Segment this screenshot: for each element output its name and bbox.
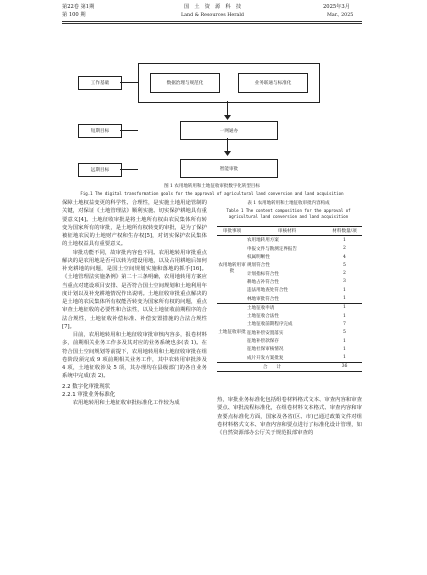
table-cell: 林地审批符合性 — [247, 294, 327, 303]
table-cell: 土地征收前期程序完成 — [247, 322, 293, 328]
table-cell: 耕地占补符合性 — [247, 279, 279, 285]
label-short-term-goal: 短期目标 — [78, 124, 122, 138]
connector-2 — [120, 130, 138, 131]
arrow-2-head — [224, 151, 231, 156]
table-title-cn: 表 1 农用地转用和土地征收审批内容构成 — [247, 201, 330, 206]
table-cell: 农用地转用方案 — [247, 238, 279, 244]
table-cell: 1 — [343, 237, 346, 243]
table-cell: 5 — [343, 330, 346, 336]
journal-title-cn: 国 土 资 源 科 技 — [183, 4, 242, 10]
total-label: 合 计 — [262, 364, 282, 370]
table-header-row — [217, 227, 362, 236]
table-cell: 征地社保审核情况 — [247, 347, 284, 353]
table-cell: 1 — [343, 287, 346, 293]
table-cell: 7 — [343, 321, 346, 327]
paragraph-1: 保障土地权益变更的科学性、合理性，是实施土地用途管制的关键，对保证《土地管理法》顺利实施、切实保护耕地具有重要意义[4]。土地征收审批是将土地所有权由农民集体所有转变为国家所有的审批，是土地所有权转变的审批，是为了保护被征地农民的土地财产权和生存权[5]，对切实保护农民集体的土地权益具有重要意义。 — [62, 200, 207, 248]
table-cell: 土地征收合法性 — [247, 314, 279, 320]
arrow-1-head — [224, 115, 231, 120]
subsection-heading: 2.2.1 审批业务标准化 — [62, 391, 116, 398]
table-title-en: Table 1 The content composition for the approval of agricultural land conversion and land acquisition — [226, 208, 351, 219]
header-rule-2 — [62, 23, 362, 24]
label-long-term-goal: 远期目标 — [78, 163, 122, 177]
journal-issue: 第 100 期 — [62, 12, 86, 18]
table-cell: 2 — [343, 246, 346, 252]
table-cell: 1 — [343, 313, 346, 319]
table-cell: 3 — [343, 279, 346, 285]
left-column — [62, 199, 207, 407]
table-row — [217, 303, 362, 312]
data-table — [217, 226, 362, 372]
journal-date-cn: 2025年3月 — [323, 4, 350, 10]
table-cell: 规划符合性 — [247, 263, 270, 269]
right-column-text — [217, 396, 362, 437]
table-cell: 权属明晰性 — [247, 255, 270, 261]
table-cell: 1 — [327, 353, 362, 362]
table-cell: 1 — [327, 294, 362, 303]
figure-caption-en: Fig.1 The digital transformation goals for the approval of agricultural land conversion and land acquisition — [80, 191, 344, 196]
table-row — [217, 236, 362, 245]
box-business-connectivity: 业务联通与标准化 — [238, 73, 308, 93]
table-cell: 成片开发方案批复 — [247, 353, 327, 362]
table-total-row — [217, 362, 362, 371]
header-material: 审核材料 — [247, 227, 327, 236]
table-cell: 土地征收申请 — [247, 305, 275, 311]
journal-volume: 第22卷 第1期 — [62, 4, 95, 10]
table-cell: 1 — [343, 305, 346, 311]
figure-1 — [62, 29, 362, 207]
table-cell: 计划指标符合性 — [247, 271, 279, 277]
connector-3 — [120, 169, 138, 170]
paragraph-2: 审批功能不同，故审批内容也不同。农用地转用审批重点解决的是农用地是否可以转为建设用地，以及占用耕地后如何补充耕地的问题，是国土空间规划实施和落地的抓手[16]。《土地管理法实施条例》第二十三条明确，农用地转用方案应当重点对建设项目安排、是否符合国土空间规划和土地利用年度计划以及补充耕地情况作出说明。土地征收审批重点解决的是土地的农民集体所有权能否转变为国家所有权的问题，重点审查土地征收的必要性和合法性，以及土地征收前期程序的合法合规性，土地征收补偿标准、补偿安置措施的合法合规性[7]。 — [62, 249, 207, 330]
group-label: 农用地转用审批 — [217, 236, 247, 303]
connector-1 — [120, 82, 138, 83]
table-cell: 1 — [343, 346, 346, 352]
table-cell: 1 — [343, 338, 346, 344]
header-item: 审批事项 — [217, 227, 247, 236]
journal-date-en: Mar., 2025 — [327, 13, 354, 18]
table-cell: 征地补偿安置落实 — [247, 330, 284, 336]
table-cell: 申报文件与勘测定界报告 — [247, 246, 298, 252]
table-cell: 4 — [343, 254, 346, 260]
paragraph-5: 热，审批业务标准化包括组卷材料格式文本、审查内容和审查要点、审批流程标准化，在组卷材料文本格式、审查内容和审查要点标准化方面，国家及各省(区、市)已通过政策文件对组卷材料格式文本、审查内容和要点进行了标准化设计管理，如《自然资源部办公厅关于规范报部审查的 — [217, 397, 362, 436]
group-label: 土地征收审批 — [217, 303, 247, 362]
section-heading: 2.2 数字化审批现状 — [62, 383, 111, 390]
table-cell: 违法用地查处符合性 — [247, 288, 288, 294]
total-value: 36 — [341, 364, 348, 370]
figure-caption-cn: 图 1 农用地转用和土地征收审批数字化转型目标 — [164, 184, 260, 189]
paragraph-4: 农用地转用和土地征收审批标准化工作较为成 — [72, 399, 180, 406]
box-one-network: 一网通办 — [180, 121, 278, 140]
table-cell: 5 — [343, 262, 346, 268]
table-cell: 2 — [343, 271, 346, 277]
box-smart-approval: 智能审批 — [180, 159, 278, 178]
paragraph-3: 目前，农用地转用和土地征收审批审核内容多，报卷材料多，前期相关业务工作多及其对应的业务系统也多(表 1)。在符合国土空间规划等前提下，农用地转用和土地征收审批在组卷阶段须完成 9 项前期相关业务工作，其中农转用审批涉及 4 项，土地征收涉及 5 项，其办理均在县级部门的各自业务系统中完成(表 2)。 — [62, 332, 207, 380]
journal-title-en: Land & Resources Herald — [181, 13, 244, 18]
table-cell: 征地补偿款保存 — [247, 339, 279, 344]
header-count: 材料数量/项 — [327, 227, 362, 236]
label-work-basis: 工作基础 — [78, 76, 122, 90]
box-data-governance: 数据治理与规范化 — [150, 73, 220, 93]
